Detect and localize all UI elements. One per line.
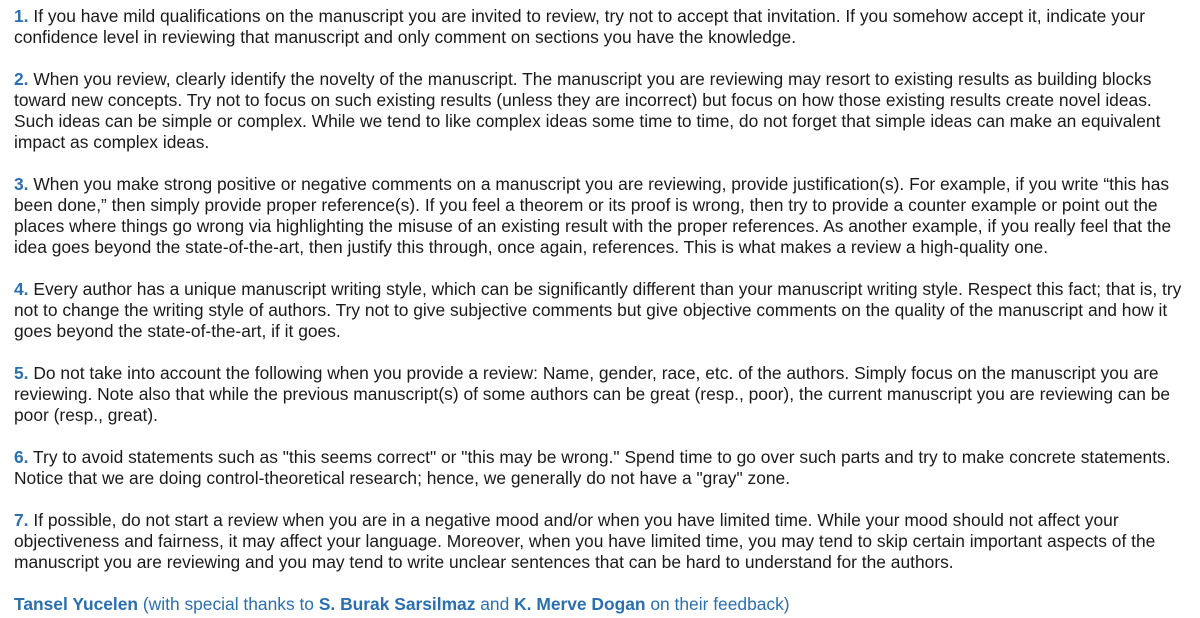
guideline-3 <box>14 174 1186 258</box>
guideline-text: Try to avoid statements such as "this seems correct" or "this may be wrong." Spend time to go over such parts and try to make concrete statements. Notice that we are doing control-theoretical research; hence, we generally do not have a "gray" zone. <box>14 447 1171 488</box>
guideline-number: 1. <box>14 6 29 26</box>
guideline-number: 2. <box>14 69 29 89</box>
credit-text-before: (with special thanks to <box>138 594 319 614</box>
guideline-7 <box>14 510 1186 573</box>
credit-text-after: on their feedback) <box>645 594 790 614</box>
credit-thanks-1: S. Burak Sarsilmaz <box>318 594 476 614</box>
credit-and: and <box>475 594 515 614</box>
guideline-text: Do not take into account the following when you provide a review: Name, gender, race, etc. of the authors. Simply focus on the manuscript you are reviewing. Note also that while the previous manuscript(s) of some authors can be great (resp., poor), the current manuscript you are reviewing can be poor (resp., great). <box>14 363 1171 425</box>
credit-thanks-2: K. Merve Dogan <box>514 594 646 614</box>
guideline-text: If possible, do not start a review when you are in a negative mood and/or when you have limited time. While your mood should not affect your objectiveness and fairness, it may affect your language. Moreover, when you have limited time, you may tend to skip certain important aspects of the manuscript you are reviewing and you may tend to write unclear sentences that can be hard to understand for the authors. <box>14 510 1156 572</box>
guideline-text: When you make strong positive or negative comments on a manuscript you are reviewing, provide justification(s). For example, if you write “this has been done,” then simply provide proper reference(s). If you feel a theorem or its proof is wrong, then try to provide a counter example or point out the places where things go wrong via highlighting the misuse of an existing result with the proper references. As another example, if you really feel that the idea goes beyond the state-of-the-art, then justify this through, once again, references. This is what makes a review a high-quality one. <box>14 174 1172 257</box>
review-guidelines-document <box>14 6 1186 615</box>
guideline-number: 3. <box>14 174 29 194</box>
guideline-number: 7. <box>14 510 29 530</box>
credit-line <box>14 594 1186 615</box>
guideline-text: Every author has a unique manuscript writing style, which can be significantly different than your manuscript writing style. Respect this fact; that is, try not to change the writing style of authors. Try not to give subjective comments but give objective comments on the quality of the manuscript and how it goes beyond the state-of-the-art, if it goes. <box>14 279 1182 341</box>
guideline-number: 4. <box>14 279 29 299</box>
guideline-6 <box>14 447 1186 489</box>
guideline-5 <box>14 363 1186 426</box>
guideline-number: 6. <box>14 447 29 467</box>
guideline-number: 5. <box>14 363 29 383</box>
guideline-4 <box>14 279 1186 342</box>
guideline-text: If you have mild qualifications on the manuscript you are invited to review, try not to accept that invitation. If you somehow accept it, indicate your confidence level in reviewing that manuscript and only comment on sections you have the knowledge. <box>14 6 1146 47</box>
guideline-text: When you review, clearly identify the novelty of the manuscript. The manuscript you are reviewing may resort to existing results as building blocks toward new concepts. Try not to focus on such existing results (unless they are incorrect) but focus on how those existing results create novel ideas. Such ideas can be simple or complex. While we tend to like complex ideas some time to time, do not forget that simple ideas can make an equivalent impact as complex ideas. <box>14 69 1161 152</box>
guideline-1 <box>14 6 1186 48</box>
credit-author: Tansel Yucelen <box>14 594 139 614</box>
guideline-2 <box>14 69 1186 153</box>
